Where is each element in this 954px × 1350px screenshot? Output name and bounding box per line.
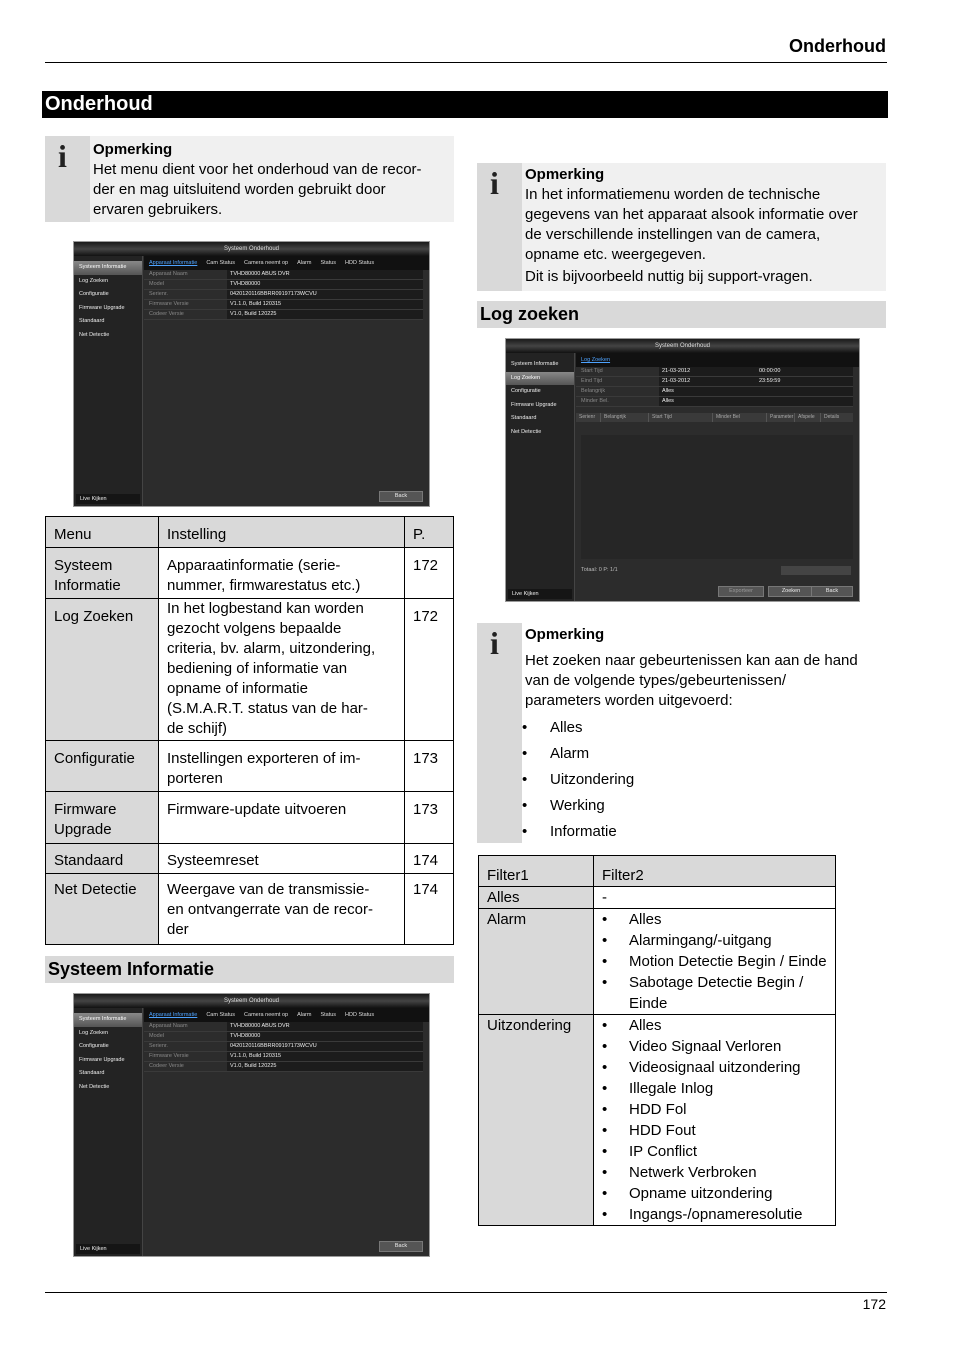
screen-back-button: Back xyxy=(379,491,423,502)
log-export-button: Exporteer xyxy=(718,586,764,597)
screen-field-time: 00:00:00 xyxy=(756,367,853,376)
info-icon: i xyxy=(477,623,522,843)
page-number: 172 xyxy=(862,1296,886,1312)
menu-table xyxy=(45,516,454,945)
screen-menu-item: Net Detectie xyxy=(511,428,542,435)
screen-title: Systeem Onderhoud xyxy=(74,242,429,256)
screen-field-value: Alles xyxy=(659,387,853,396)
running-header: Onderhoud xyxy=(789,36,886,56)
screen-tab: Apparaat Informatie xyxy=(149,260,198,266)
note-box-1 xyxy=(45,136,454,222)
cell-setting: criteria, bv. alarm, uitzondering, xyxy=(167,640,376,657)
info-icon: i xyxy=(477,163,522,291)
screen-menu-item: Log Zoeken xyxy=(79,1029,109,1036)
cell-setting: porteren xyxy=(167,770,223,787)
table-row xyxy=(46,548,454,599)
screen-live-button: Live Kijken xyxy=(76,1244,140,1254)
list-item: • IP Conflict xyxy=(602,1141,827,1162)
screen-field-value: V1.0, Build 120225 xyxy=(227,1062,423,1071)
screen-field-label: Model xyxy=(149,281,164,287)
list-item: • Uitzondering xyxy=(525,767,882,793)
screen-menu-item: Standaard xyxy=(511,415,537,421)
note-box-2 xyxy=(477,163,886,291)
screen-tab: Status xyxy=(320,1012,337,1018)
cell-setting: bediening of informatie van xyxy=(167,660,348,677)
screen-tab: Camera neemt op xyxy=(244,260,289,266)
screen-field-value: 0420120116BBRR09197173WCVU xyxy=(227,1042,423,1051)
screen-field-label: Serienr. xyxy=(149,291,168,297)
screen-tab: Alarm xyxy=(297,260,312,266)
screen-menu-item: Systeem Informatie xyxy=(74,1013,142,1027)
screen-field-value: 21-03-2012 xyxy=(659,377,756,386)
screen-title: Systeem Onderhoud xyxy=(74,994,429,1008)
table-row xyxy=(479,1015,836,1226)
table-row xyxy=(46,874,454,945)
screen-menu-item: Configuratie xyxy=(511,388,541,394)
note-line: Dit is bijvoorbeeld nuttig bij support-vragen. xyxy=(525,268,813,285)
cell-page: 174 xyxy=(405,874,454,945)
screen-field-label: Model xyxy=(149,1033,164,1039)
note-line: gegevens van het apparaat alsook informatie over xyxy=(525,206,858,223)
cell-menu: Firmware xyxy=(54,801,117,818)
cell-setting: gezocht volgens bepaalde xyxy=(167,620,342,637)
note-line: Het zoeken naar gebeurtenissen kan aan de hand xyxy=(525,652,858,669)
note-line: ervaren gebruikers. xyxy=(93,201,223,218)
info-icon: i xyxy=(45,136,90,222)
screen-menu-item: Log Zoeken xyxy=(506,372,574,386)
list-item: • Alarmingang/-uitgang xyxy=(602,930,827,951)
table-row xyxy=(46,741,454,792)
screen-field-label: Eind Tijd xyxy=(581,378,603,384)
list-item: • Motion Detectie Begin / Einde xyxy=(602,951,827,972)
cell-setting: (S.M.A.R.T. status van de har- xyxy=(167,700,368,717)
list-item: • Werking xyxy=(525,793,882,819)
systeem-informatie-heading: Systeem Informatie xyxy=(45,956,454,983)
screen-tab: HDD Status xyxy=(345,260,375,266)
screen-field-value: V1.1.0, Build 120315 xyxy=(227,300,423,309)
screen-field-value: 0420120116BBRR09197173WCVU xyxy=(227,290,423,299)
cell-page: 174 xyxy=(405,844,454,874)
screen-title: Systeem Onderhoud xyxy=(506,339,859,353)
screen-field-label: Codeer Versie xyxy=(149,311,184,317)
list-item: • Videosignaal uitzondering xyxy=(602,1057,827,1078)
cell-menu: Upgrade xyxy=(54,821,112,838)
screen-field-label: Belangrijk xyxy=(581,388,606,394)
filter-table xyxy=(478,855,836,1226)
list-item: • Sabotage Detectie Begin / Einde xyxy=(602,972,827,1014)
log-col: Minder Bel xyxy=(713,413,767,422)
cell-setting: opname of informatie xyxy=(167,680,308,697)
screen-menu-item: Firmware Upgrade xyxy=(79,304,125,311)
screen-tabs xyxy=(576,353,859,367)
screen-sidebar xyxy=(74,1008,143,1256)
screen-tab: Log Zoeken xyxy=(581,357,611,363)
section-title: Onderhoud xyxy=(42,91,888,118)
cell-filter1: Alarm xyxy=(479,909,594,1015)
note-title: Opmerking xyxy=(525,626,605,643)
table-row xyxy=(479,887,836,909)
screen-field-label: Apparaat Naam xyxy=(149,271,188,277)
screen-field-label: Firmware Versie xyxy=(149,1053,189,1059)
dvr-screenshot-info-1 xyxy=(73,241,430,507)
screen-tab: HDD Status xyxy=(345,1012,375,1018)
screen-menu-item: Log Zoeken xyxy=(79,277,109,284)
cell-setting: Apparaatinformatie (serie- xyxy=(167,557,341,574)
list-item: • Video Signaal Verloren xyxy=(602,1036,827,1057)
cell-menu: Informatie xyxy=(54,577,121,594)
log-zoeken-heading: Log zoeken xyxy=(477,301,886,328)
list-item: • Alles xyxy=(602,1015,827,1036)
note-line: opname etc. weergegeven. xyxy=(525,246,706,263)
cell-menu: Net Detectie xyxy=(54,881,137,898)
screen-field-value: V1.0, Build 120225 xyxy=(227,310,423,319)
screen-field-value: TVHD80000 ABUS DVR xyxy=(227,270,423,279)
screen-field-label: Serienr. xyxy=(149,1043,168,1049)
screen-menu-item: Systeem Informatie xyxy=(511,361,559,367)
screen-live-button: Live Kijken xyxy=(76,494,140,504)
table-header: P. xyxy=(405,517,454,548)
screen-field-value: TVHD80000 xyxy=(227,280,423,289)
cell-menu: Standaard xyxy=(54,852,124,869)
screen-menu-item: Firmware Upgrade xyxy=(79,1056,125,1063)
note-line: de verschillende instellingen van de camera, xyxy=(525,226,821,243)
cell-page: 172 xyxy=(405,599,454,741)
screen-tab: Alarm xyxy=(297,1012,312,1018)
cell-page: 173 xyxy=(405,741,454,792)
screen-field-time: 23:59:59 xyxy=(756,377,853,386)
table-row xyxy=(46,599,454,741)
screen-menu-item: Standaard xyxy=(79,1070,105,1076)
table-header: Filter1 xyxy=(479,856,594,887)
screen-tab: Apparaat Informatie xyxy=(149,1012,198,1018)
screen-back-button: Back xyxy=(379,1241,423,1252)
log-col: Serienr xyxy=(576,413,601,422)
table-row xyxy=(46,792,454,844)
screen-field-value: 21-03-2012 xyxy=(659,367,756,376)
cell-setting: der xyxy=(167,921,189,938)
screen-sidebar xyxy=(74,256,143,506)
list-item: • HDD Fol xyxy=(602,1099,827,1120)
cell-setting: Firmware-update uitvoeren xyxy=(167,801,347,818)
cell-setting: nummer, firmwarestatus etc.) xyxy=(167,577,361,594)
note-box-3 xyxy=(477,623,886,843)
footer-rule xyxy=(45,1292,887,1293)
cell-page: 173 xyxy=(405,792,454,844)
list-item: • Opname uitzondering xyxy=(602,1183,827,1204)
log-pager xyxy=(781,566,851,575)
header-rule xyxy=(45,62,887,63)
list-item: • Netwerk Verbroken xyxy=(602,1162,827,1183)
note-title: Opmerking xyxy=(525,166,605,183)
table-header: Filter2 xyxy=(594,856,836,887)
log-search-button: Zoeken xyxy=(768,586,814,597)
log-result-area xyxy=(581,435,853,559)
cell-filter1: Uitzondering xyxy=(479,1015,594,1226)
screen-menu-item: Configuratie xyxy=(79,291,109,297)
screen-field-value: V1.1.0, Build 120315 xyxy=(227,1052,423,1061)
screen-menu-item: Systeem Informatie xyxy=(74,261,142,275)
screen-menu-item: Firmware Upgrade xyxy=(511,401,557,408)
table-row xyxy=(479,909,836,1015)
screen-menu-item: Net Detectie xyxy=(79,331,110,338)
list-item: • HDD Fout xyxy=(602,1120,827,1141)
cell-setting: Instellingen exporteren of im- xyxy=(167,750,361,767)
cell-setting: de schijf) xyxy=(167,720,228,737)
note-line: In het informatiemenu worden de technische xyxy=(525,186,821,203)
table-row xyxy=(46,844,454,874)
screen-tab: Cam Status xyxy=(206,260,236,266)
note-title: Opmerking xyxy=(93,141,173,158)
log-col: Afspele xyxy=(795,413,821,422)
log-total: Totaal: 0 P: 1/1 xyxy=(581,567,618,573)
table-header: Instelling xyxy=(159,517,405,548)
cell-filter2: - xyxy=(594,887,836,909)
screen-field-value: TVHD80000 ABUS DVR xyxy=(227,1022,423,1031)
filter-type-list xyxy=(525,715,882,845)
note-line: Het menu dient voor het onderhoud van de recor- xyxy=(93,161,422,178)
screen-field-label: Apparaat Naam xyxy=(149,1023,188,1029)
list-item: • Alles xyxy=(602,909,827,930)
screen-live-button: Live Kijken xyxy=(508,589,572,599)
screen-tab: Status xyxy=(320,260,337,266)
screen-tab: Camera neemt op xyxy=(244,1012,289,1018)
cell-filter1: Alles xyxy=(479,887,594,909)
list-item: • Alarm xyxy=(525,741,882,767)
dvr-screenshot-info-2 xyxy=(73,993,430,1257)
screen-menu-item: Standaard xyxy=(79,318,105,324)
log-col: Start Tijd xyxy=(649,413,713,422)
table-header: Menu xyxy=(46,517,159,548)
list-item: • Informatie xyxy=(525,819,882,845)
screen-field-label: Start Tijd xyxy=(581,368,603,374)
dvr-screenshot-log xyxy=(505,338,860,602)
cell-page: 172 xyxy=(405,548,454,599)
note-line: der en mag uitsluitend worden gebruikt door xyxy=(93,181,386,198)
cell-setting: Weergave van de transmissie- xyxy=(167,881,370,898)
log-col: Parameter xyxy=(767,413,795,422)
log-back-button: Back xyxy=(811,586,853,597)
screen-field-value: TVHD80000 xyxy=(227,1032,423,1041)
screen-tabs xyxy=(144,1008,429,1022)
cell-menu: Log Zoeken xyxy=(54,608,134,625)
screen-field-label: Minder Bel. xyxy=(581,398,609,404)
cell-setting: en ontvangerrate van de recor- xyxy=(167,901,373,918)
log-col: Details xyxy=(824,414,840,420)
screen-field-label: Firmware Versie xyxy=(149,301,189,307)
screen-tabs xyxy=(144,256,429,270)
screen-menu-item: Configuratie xyxy=(79,1043,109,1049)
screen-menu-item: Net Detectie xyxy=(79,1083,110,1090)
screen-tab: Cam Status xyxy=(206,1012,236,1018)
screen-field-label: Codeer Versie xyxy=(149,1063,184,1069)
list-item: • Illegale Inlog xyxy=(602,1078,827,1099)
cell-menu: Systeem xyxy=(54,557,113,574)
list-item: • Alles xyxy=(525,715,882,741)
list-item: • Ingangs-/opnameresolutie xyxy=(602,1204,827,1225)
cell-menu: Configuratie xyxy=(54,750,135,767)
log-col: Belangrijk xyxy=(601,413,649,422)
cell-setting: Systeemreset xyxy=(167,852,259,869)
screen-sidebar xyxy=(506,353,575,601)
note-line: parameters worden uitgevoerd: xyxy=(525,692,733,709)
cell-setting: In het logbestand kan worden xyxy=(167,600,364,617)
log-columns xyxy=(576,413,853,422)
screen-field-value: Alles xyxy=(659,397,853,406)
note-line: van de volgende types/gebeurtenissen/ xyxy=(525,672,787,689)
